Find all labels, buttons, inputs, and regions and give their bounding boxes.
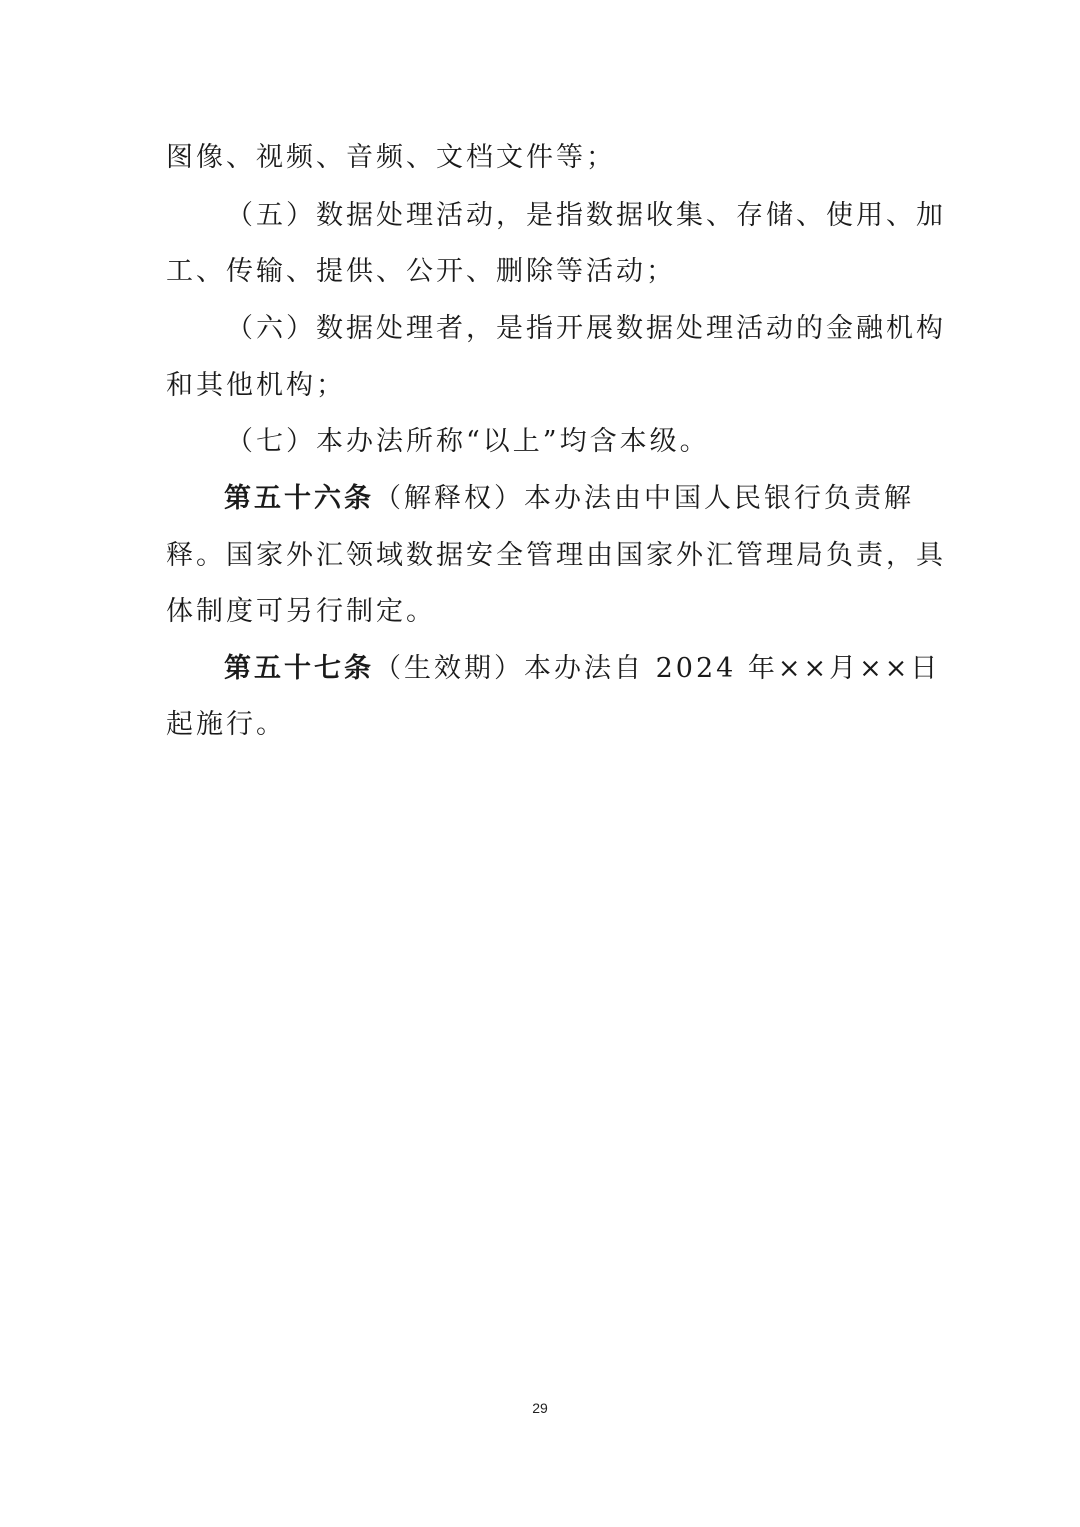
text-line: 图像、视频、音频、文档文件等； xyxy=(166,142,616,173)
article-57-first-line xyxy=(224,649,940,689)
text-line: 工、传输、提供、公开、删除等活动； xyxy=(166,256,676,287)
article-57-text: （生效期）本办法自 2024 年××月××日 xyxy=(374,653,941,684)
article-56-text: （解释权）本办法由中国人民银行负责解 xyxy=(374,483,914,514)
text-line: 和其他机构； xyxy=(166,370,346,401)
text-line: （五）数据处理活动，是指数据收集、存储、使用、加 xyxy=(226,200,946,231)
text-line: （七）本办法所称“以上”均含本级。 xyxy=(226,426,710,457)
article-57-heading: 第五十七条 xyxy=(224,653,374,684)
article-56-heading: 第五十六条 xyxy=(224,483,374,514)
text-line: 释。国家外汇领域数据安全管理由国家外汇管理局负责，具 xyxy=(166,540,946,571)
page-number: 29 xyxy=(532,1400,548,1416)
text-line: 体制度可另行制定。 xyxy=(166,596,436,627)
article-56-first-line xyxy=(224,479,914,519)
text-line: 起施行。 xyxy=(166,709,286,740)
text-line: （六）数据处理者，是指开展数据处理活动的金融机构 xyxy=(226,313,946,344)
